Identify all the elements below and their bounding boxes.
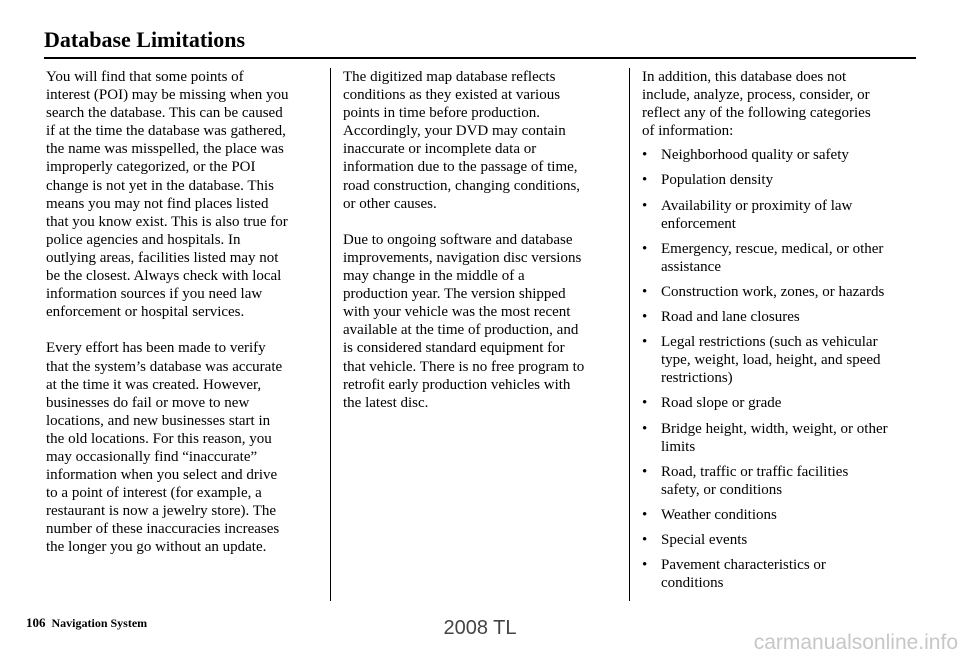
- bullet-icon: •: [642, 506, 648, 523]
- list-item-text: Pavement characteristics or: [661, 557, 826, 574]
- text-line: Due to ongoing software and database: [343, 231, 573, 248]
- text-line: of information:: [642, 123, 734, 140]
- bullet-icon: •: [642, 334, 648, 351]
- list-item-text: Bridge height, width, weight, or other: [661, 420, 888, 437]
- text-line: or other causes.: [343, 195, 437, 212]
- text-line: to a point of interest (for example, a: [46, 485, 262, 502]
- text-line: the name was misspelled, the place was: [46, 141, 284, 158]
- list-item-text: Neighborhood quality or safety: [661, 147, 849, 164]
- bullet-icon: •: [642, 420, 648, 437]
- text-line: at the time it was created. However,: [46, 376, 262, 393]
- list-item: [642, 171, 920, 189]
- bullet-icon: •: [642, 283, 648, 300]
- list-item-text: type, weight, load, height, and speed: [661, 352, 881, 369]
- excluded-categories-list: [642, 146, 920, 592]
- text-line: the longer you go without an update.: [46, 539, 267, 556]
- text-line: may change in the middle of a: [343, 268, 525, 285]
- text-line: that you know exist. This is also true for: [46, 213, 288, 230]
- list-item-text: Legal restrictions (such as vehicular: [661, 334, 878, 351]
- list-item: [642, 283, 920, 301]
- column-divider: [629, 68, 630, 601]
- text-line: that vehicle. There is no free program to: [343, 358, 585, 375]
- text-line: improvements, navigation disc versions: [343, 249, 582, 266]
- list-item: [642, 420, 920, 456]
- list-item-text: Weather conditions: [661, 506, 777, 523]
- text-line: include, analyze, process, consider, or: [642, 87, 870, 104]
- paragraph-map-database: [343, 68, 623, 213]
- text-line: outlying areas, facilities listed may not: [46, 249, 279, 266]
- list-item: [642, 333, 920, 387]
- list-item-text: limits: [661, 438, 696, 455]
- text-line: available at the time of production, and: [343, 322, 579, 339]
- text-line: if at the time the database was gathered,: [46, 123, 286, 140]
- paragraph-categories-intro: [642, 68, 920, 140]
- bullet-icon: •: [642, 395, 648, 412]
- list-item-text: Special events: [661, 531, 748, 548]
- text-line: inaccurate or incomplete data or: [343, 141, 537, 158]
- list-item-text: enforcement: [661, 215, 736, 232]
- text-line: information due to the passage of time,: [343, 159, 578, 176]
- list-item: [642, 308, 920, 326]
- page-title: Database Limitations: [44, 27, 246, 52]
- text-line: In addition, this database does not: [642, 69, 847, 85]
- list-item-text: Road, traffic or traffic facilities: [661, 463, 849, 480]
- text-line: police agencies and hospitals. In: [46, 231, 241, 248]
- list-item: [642, 240, 920, 276]
- text-line: restaurant is now a jewelry store). The: [46, 503, 277, 520]
- list-item-text: restrictions): [661, 370, 733, 387]
- bullet-icon: •: [642, 531, 648, 548]
- text-line: means you may not find places listed: [46, 195, 269, 212]
- column-2: [343, 68, 623, 430]
- text-line: enforcement or hospital services.: [46, 304, 245, 321]
- watermark: carmanualsonline.info: [753, 631, 958, 654]
- bullet-icon: •: [642, 147, 648, 164]
- text-line: the old locations. For this reason, you: [46, 430, 272, 447]
- text-line: improperly categorized, or the POI: [46, 159, 256, 176]
- text-line: The digitized map database reflects: [343, 69, 556, 85]
- column-1: [46, 68, 321, 575]
- page-number: 106: [26, 615, 46, 630]
- text-line: number of these inaccuracies increases: [46, 521, 280, 538]
- list-item: [642, 506, 920, 524]
- section-name: Navigation System: [51, 616, 148, 630]
- text-line: information sources if you need law: [46, 286, 263, 303]
- paragraph-poi-missing: [46, 68, 321, 321]
- text-line: locations, and new businesses start in: [46, 412, 271, 429]
- text-line: change is not yet in the database. This: [46, 177, 274, 194]
- text-line: retrofit early production vehicles with: [343, 376, 571, 393]
- list-item: [642, 556, 920, 592]
- list-item-text: conditions: [661, 575, 724, 592]
- list-item-text: Population density: [661, 172, 774, 189]
- text-line: businesses do fail or move to new: [46, 394, 250, 411]
- bullet-icon: •: [642, 172, 648, 189]
- text-line: reflect any of the following categories: [642, 105, 871, 122]
- text-line: You will find that some points of: [46, 69, 244, 85]
- list-item-text: Availability or proximity of law: [661, 197, 853, 214]
- list-item: [642, 531, 920, 549]
- list-item-text: Road and lane closures: [661, 309, 800, 326]
- text-line: is considered standard equipment for: [343, 340, 565, 357]
- column-divider: [330, 68, 331, 601]
- text-line: interest (POI) may be missing when you: [46, 87, 289, 104]
- model-label: 2008 TL: [443, 617, 517, 639]
- list-item-text: safety, or conditions: [661, 481, 783, 498]
- text-line: search the database. This can be caused: [46, 105, 283, 122]
- list-item: [642, 463, 920, 499]
- list-item: [642, 394, 920, 412]
- text-line: that the system’s database was accurate: [46, 358, 283, 375]
- bullet-icon: •: [642, 557, 648, 574]
- paragraph-disc-versions: [343, 231, 623, 412]
- text-line: Every effort has been made to verify: [46, 340, 266, 357]
- text-line: the latest disc.: [343, 394, 429, 411]
- column-3: [642, 68, 920, 599]
- list-item-text: Road slope or grade: [661, 395, 782, 412]
- bullet-icon: •: [642, 240, 648, 257]
- text-line: with your vehicle was the most recent: [343, 304, 571, 321]
- text-line: road construction, changing conditions,: [343, 177, 581, 194]
- list-item-text: Emergency, rescue, medical, or other: [661, 240, 884, 257]
- bullet-icon: •: [642, 197, 648, 214]
- text-line: points in time before production.: [343, 105, 541, 122]
- bullet-icon: •: [642, 309, 648, 326]
- list-item-text: assistance: [661, 258, 721, 275]
- bullet-icon: •: [642, 463, 648, 480]
- paragraph-database-accuracy: [46, 339, 321, 556]
- text-line: Accordingly, your DVD may contain: [343, 123, 566, 140]
- list-item: [642, 197, 920, 233]
- title-rule: [44, 57, 916, 59]
- text-line: information when you select and drive: [46, 467, 278, 484]
- text-line: may occasionally find “inaccurate”: [46, 448, 258, 465]
- text-line: be the closest. Always check with local: [46, 268, 282, 285]
- list-item-text: Construction work, zones, or hazards: [661, 283, 885, 300]
- text-line: conditions as they existed at various: [343, 87, 561, 104]
- text-line: production year. The version shipped: [343, 286, 566, 303]
- list-item: [642, 146, 920, 164]
